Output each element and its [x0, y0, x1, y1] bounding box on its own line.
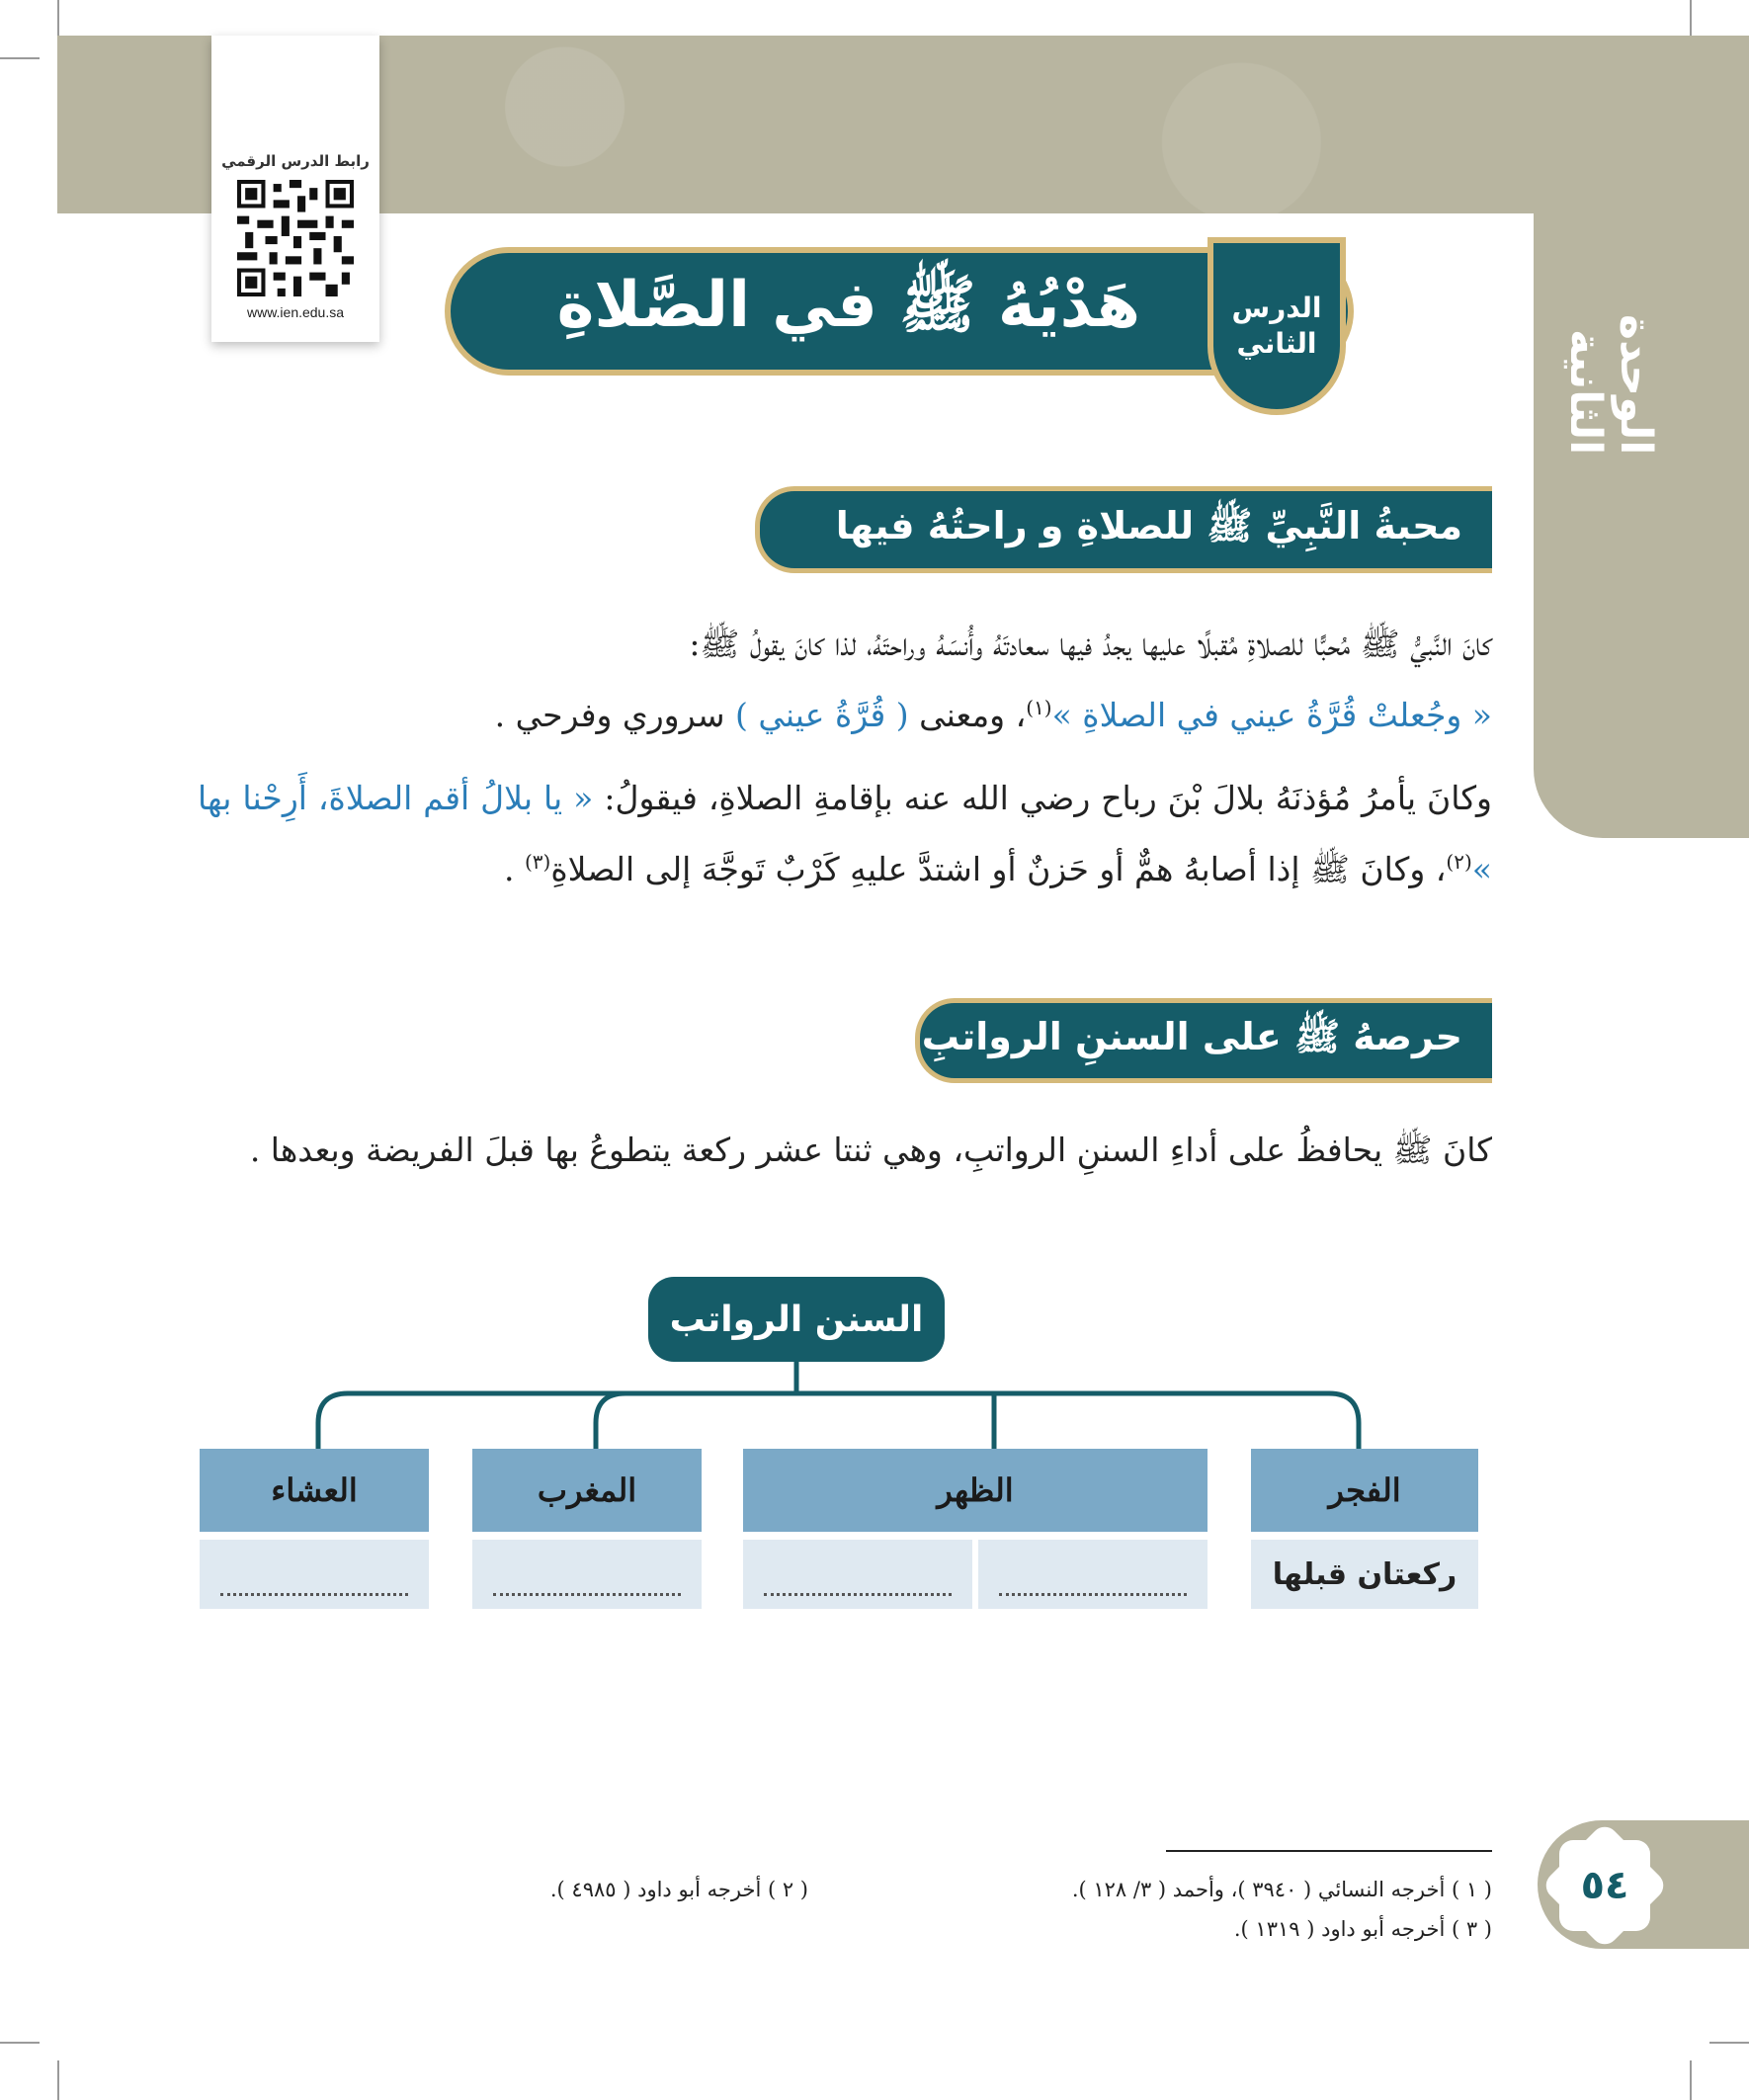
p1-term: ( قُرَّةُ عيني ) — [734, 696, 909, 734]
p1-ref: (١) — [1026, 696, 1052, 719]
blank-line — [764, 1592, 952, 1596]
blank-line — [493, 1592, 681, 1596]
qr-url[interactable]: www.ien.edu.sa — [246, 304, 345, 320]
chart-root-label: السنن الرواتب — [669, 1299, 924, 1340]
section2-heading: حرصهُ ﷺ على السننِ الرواتبِ — [921, 1014, 1462, 1058]
footnote-divider — [1166, 1850, 1492, 1852]
isha-cell[interactable] — [200, 1540, 429, 1609]
col-maghrib-header: المغرب — [472, 1449, 702, 1532]
unit-title: الوحدة الثانية — [1560, 313, 1661, 455]
p1-end: سروري وفرحي . — [494, 696, 725, 734]
dhuhr-cell-before[interactable] — [978, 1540, 1208, 1609]
p1-quote: « وجُعلتْ قُرَّةُ عيني في الصلاةِ » — [1051, 696, 1492, 734]
p2-ref: (٢) — [1446, 850, 1472, 874]
page-number: ٥٤ — [1580, 1863, 1629, 1908]
lesson-tab-line1: الدرس — [1231, 291, 1322, 324]
p2-text: وكانَ يأمرُ مُؤذنَهُ بلالَ بْنَ رباح رضي الله عنه بإقامةِ الصلاةِ، فيقولُ: — [604, 779, 1492, 817]
blank-line — [220, 1592, 408, 1596]
qr-label: رابط الدرس الرقمي — [221, 152, 370, 170]
fajr-cell: ركعتان قبلها — [1251, 1540, 1478, 1609]
blank-line — [999, 1592, 1187, 1596]
footnote-1: ( ١ ) أخرجه النسائي ( ٣٩٤٠ )، وأحمد ( ٣/ ١٢٨ ). — [1071, 1878, 1492, 1901]
p2-dot: . — [503, 850, 515, 888]
p2-end: ، وكانَ ﷺ إذا أصابهُ همٌّ أو حَزنٌ أو اشتدَّ عليهِ كَرْبٌ تَوجَّهَ إلى الصلاةِ — [550, 850, 1447, 888]
p2-quote: « يا بلالُ أقم الصلاةَ، أَرِحْنا بها » — [198, 779, 1492, 888]
col-dhuhr-header: الظهر — [743, 1449, 1208, 1532]
p3-text: كانَ ﷺ يحافظُ على أداءِ السننِ الرواتبِ، وهي ثنتا عشر ركعة يتطوعُ بها قبلَ الفريضة وبعدها . — [249, 1131, 1492, 1169]
p1-mid: ، ومعنى — [919, 696, 1027, 734]
section1-heading: محبةُ النَّبِيِّ ﷺ للصلاةِ و راحتُهُ فيها — [835, 503, 1462, 547]
col-isha-header: العشاء — [200, 1449, 429, 1532]
maghrib-cell[interactable] — [472, 1540, 702, 1609]
footnote-2: ( ٢ ) أخرجه أبو داود ( ٤٩٨٥ ). — [549, 1878, 808, 1901]
footnote-3: ( ٣ ) أخرجه أبو داود ( ١٣١٩ ). — [1233, 1917, 1492, 1941]
p1-text: كانَ النَّبيُّ ﷺ مُحبًّا للصلاةِ مُقبلًا عليها يجدُ فيها سعادتَهُ وأُنسَهُ وراحتَهُ، لذا كانَ يقولُ ﷺ: — [689, 625, 1492, 663]
p2-ref2: (٣) — [524, 850, 551, 874]
lesson-tab-line2: الثاني — [1236, 327, 1317, 360]
col-fajr-header: الفجر — [1251, 1449, 1478, 1532]
chart-root-node — [648, 1277, 945, 1362]
lesson-title: هَدْيُهُ ﷺ في الصَّلاةِ — [556, 268, 1140, 342]
dhuhr-cell-after[interactable] — [743, 1540, 972, 1609]
